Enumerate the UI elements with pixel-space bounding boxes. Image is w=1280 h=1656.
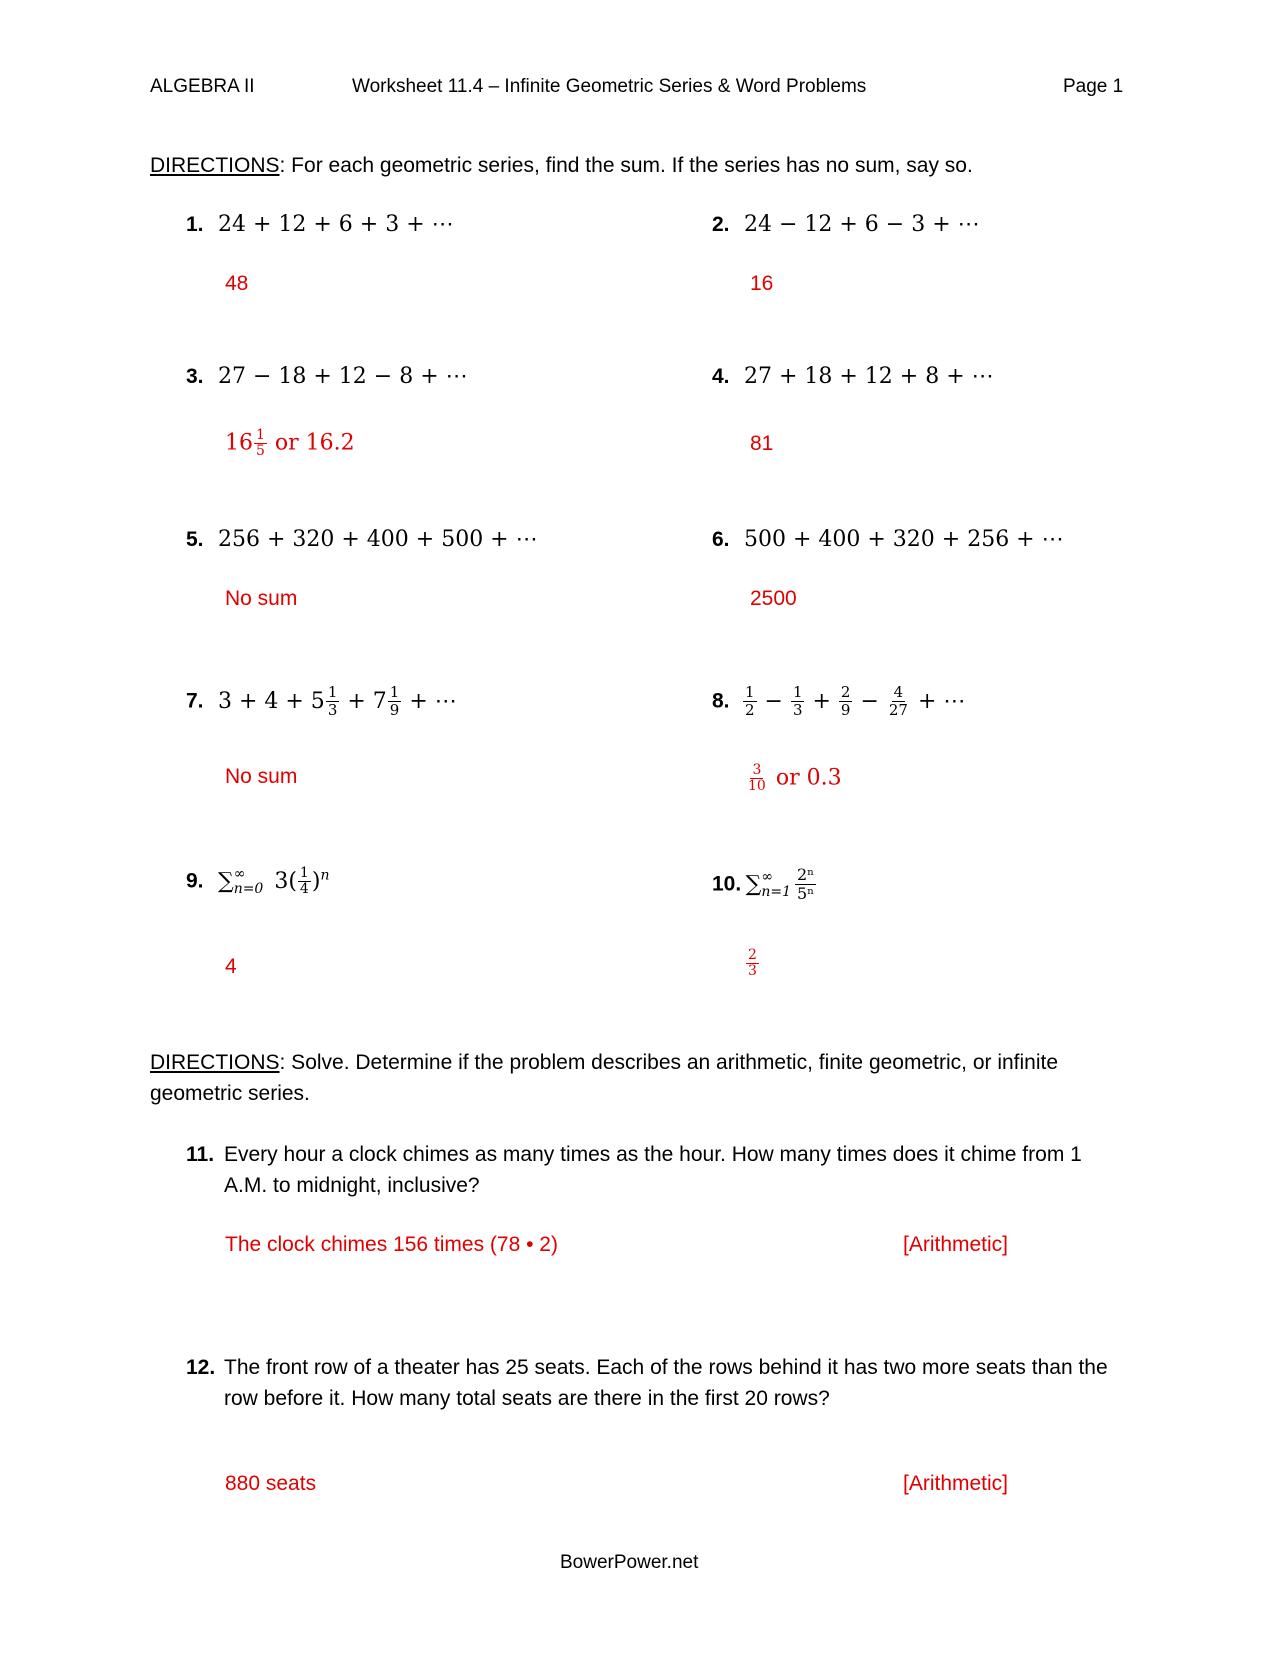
problem-3: [186, 364, 468, 389]
problem-text: The front row of a theater has 25 seats. Each of the rows behind it has two more seats than the row before it. How many total seats are there in the first 20 rows?: [224, 1356, 1108, 1410]
fraction-numerator: 2: [748, 947, 757, 963]
expression-part: + ⋯: [402, 688, 457, 714]
lower-limit: n=0: [233, 880, 264, 897]
fraction: [795, 866, 816, 903]
upper-limit: ∞: [761, 868, 774, 885]
fraction-numerator: 1: [389, 683, 400, 701]
fraction-numerator: 4: [893, 683, 904, 701]
fraction-denominator: 3: [792, 701, 803, 719]
answer-10: [745, 948, 760, 979]
answer-11: The clock chimes 156 times (78 • 2): [225, 1233, 558, 1256]
problem-expression: [217, 683, 457, 719]
directions-text: : Solve. Determine if the problem describes an arithmetic, finite geometric, or infinite geometric series.: [150, 1051, 1059, 1105]
fraction-numerator: 3: [752, 762, 762, 778]
directions-2: [150, 1047, 1090, 1109]
answer-1: 48: [225, 272, 249, 295]
sigma-icon: ∑: [745, 871, 762, 897]
problem-number: 3.: [186, 365, 204, 388]
fraction-denominator: 3: [327, 701, 338, 719]
problem-number: 4.: [712, 365, 730, 388]
problem-number: 7.: [186, 689, 204, 713]
problem-10: [712, 866, 817, 903]
problem-expression: [742, 683, 966, 719]
fraction-denominator: 10: [748, 778, 766, 794]
fraction: [388, 684, 402, 719]
problem-expression: 24 + 12 + 6 + 3 + ⋯: [217, 212, 454, 237]
answer-9: 4: [225, 955, 237, 978]
problem-number: 8.: [712, 689, 730, 713]
series-type-12: [Arithmetic]: [903, 1472, 1009, 1495]
course-label: ALGEBRA II: [150, 76, 255, 97]
answer-6: 2500: [750, 587, 797, 610]
fraction-numerator: 1: [792, 683, 803, 701]
answer-fraction: [746, 948, 759, 979]
fraction-denominator: 4: [299, 881, 309, 897]
directions-1: [150, 150, 973, 181]
fraction-denominator: 5: [256, 443, 265, 459]
footer-site: BowerPower.net: [560, 1552, 699, 1573]
operator: +: [805, 688, 838, 714]
answer-7: No sum: [225, 765, 298, 788]
problem-7: [186, 684, 457, 719]
problem-6: [712, 527, 1064, 552]
directions-label: DIRECTIONS: [150, 154, 280, 177]
directions-text: : For each geometric series, find the sum. If the series has no sum, say so.: [279, 154, 973, 177]
upper-limit: ∞: [233, 865, 246, 882]
exponent: n: [320, 867, 330, 884]
problem-number: 12.: [186, 1356, 216, 1379]
problem-number: 9.: [186, 869, 204, 893]
directions-label: DIRECTIONS: [150, 1051, 280, 1074]
problem-number: 6.: [712, 528, 730, 551]
problem-2: [712, 212, 980, 237]
lower-limit: n=1: [761, 883, 792, 900]
expression-part: 3 + 4 + 5: [217, 688, 325, 714]
problem-expression: 27 + 18 + 12 + 8 + ⋯: [743, 364, 994, 389]
operator: −: [853, 688, 886, 714]
problem-1: [186, 212, 454, 237]
fraction: [743, 684, 757, 719]
fraction-numerator: 2ⁿ: [797, 865, 815, 884]
fraction-denominator: 9: [389, 701, 400, 719]
fraction-denominator: 5ⁿ: [797, 884, 815, 903]
problem-9: [186, 866, 329, 897]
problem-number: 10.: [712, 872, 742, 896]
problem-expression: 500 + 400 + 320 + 256 + ⋯: [743, 527, 1064, 552]
problem-number: 1.: [186, 213, 204, 236]
fraction-denominator: 9: [840, 701, 851, 719]
fraction: [791, 684, 805, 719]
problem-8: [712, 684, 965, 719]
fraction-numerator: 1: [327, 683, 338, 701]
fraction-numerator: 1: [256, 427, 265, 443]
expression-part: + 7: [340, 688, 387, 714]
problem-expression: [745, 865, 817, 903]
worksheet-title: Worksheet 11.4 – Infinite Geometric Series & Word Problems: [352, 76, 867, 97]
problem-expression: 256 + 320 + 400 + 500 + ⋯: [217, 527, 538, 552]
coefficient: 3(: [267, 868, 297, 894]
answer-5: No sum: [225, 587, 298, 610]
fraction-numerator: 2: [840, 683, 851, 701]
answer-4: 81: [750, 432, 774, 455]
fraction-numerator: 1: [744, 683, 755, 701]
fraction: [326, 684, 340, 719]
problem-expression: 27 − 18 + 12 − 8 + ⋯: [217, 364, 468, 389]
operator: −: [757, 688, 790, 714]
problem-number: 2.: [712, 213, 730, 236]
problem-expression: [217, 865, 330, 897]
operator: + ⋯: [910, 688, 966, 714]
answer-3: [225, 428, 355, 459]
fraction-denominator: 2: [744, 701, 755, 719]
answer-whole: 16: [225, 430, 253, 456]
fraction-numerator: 1: [299, 865, 309, 881]
fraction: [839, 684, 853, 719]
fraction-denominator: 27: [888, 701, 908, 719]
series-type-11: [Arithmetic]: [903, 1233, 1009, 1256]
problem-text: Every hour a clock chimes as many times as the hour. How many times does it chime from 1 A.M. to midnight, inclusive?: [224, 1143, 1082, 1197]
page-number: Page 1: [1063, 76, 1124, 97]
fraction: [298, 866, 311, 897]
problem-4: [712, 364, 994, 389]
problem-number: 11.: [186, 1143, 215, 1166]
answer-12: 880 seats: [225, 1472, 317, 1495]
answer-decimal: or 0.3: [768, 765, 842, 791]
sigma-icon: ∑: [217, 868, 234, 894]
answer-decimal: or 16.2: [267, 430, 355, 456]
problem-5: [186, 527, 538, 552]
fraction: [887, 684, 910, 719]
answer-2: 16: [750, 272, 774, 295]
fraction-denominator: 3: [748, 963, 757, 979]
answer-8: [745, 763, 842, 794]
problem-number: 5.: [186, 528, 204, 551]
word-problem-11: [186, 1139, 1086, 1201]
word-problem-12: [186, 1352, 1116, 1414]
problem-expression: 24 − 12 + 6 − 3 + ⋯: [743, 212, 980, 237]
answer-fraction: [254, 428, 267, 459]
answer-fraction: [746, 763, 768, 794]
close-paren: ): [311, 868, 321, 894]
